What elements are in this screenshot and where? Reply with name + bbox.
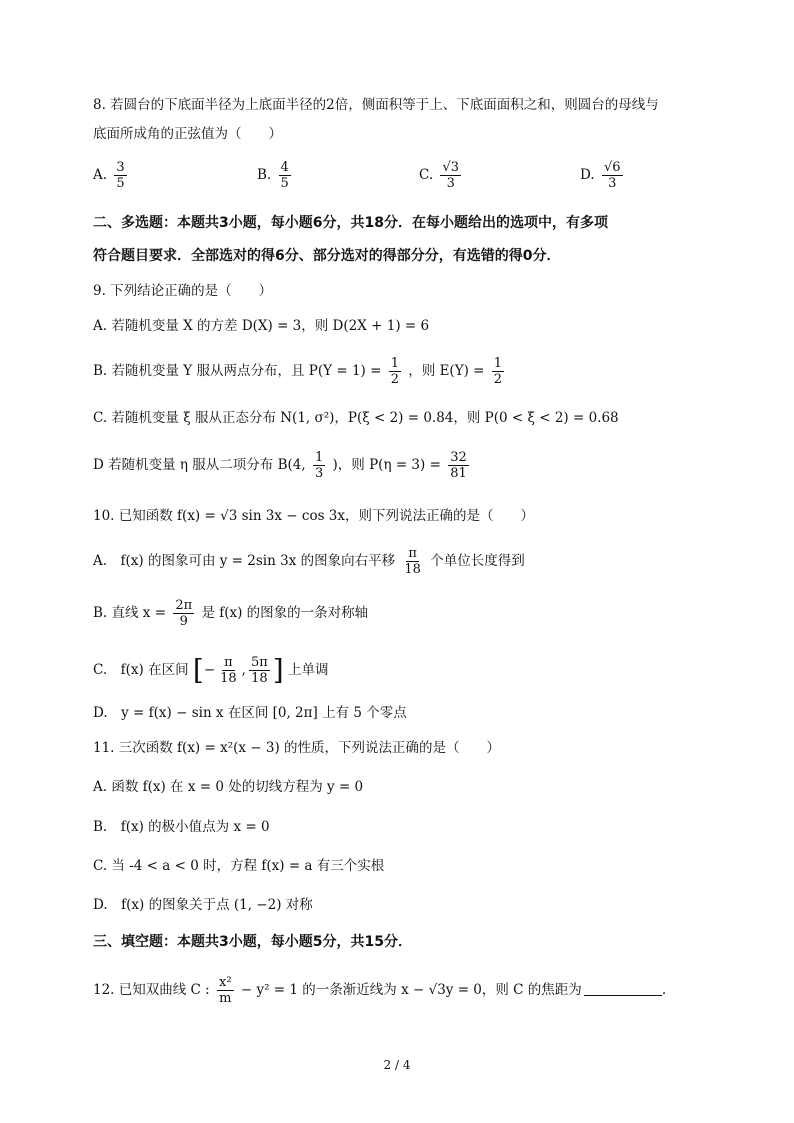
numerator: 1 xyxy=(493,356,503,371)
option-fraction xyxy=(279,160,291,191)
denominator: 9 xyxy=(179,614,188,629)
numerator: √6 xyxy=(603,160,621,175)
q10-option-c-tail: 上单调 xyxy=(288,662,329,678)
q11-stem: 11. 三次函数 f(x) = x²(x − 3) 的性质，下列说法正确的是（ ） xyxy=(93,740,501,756)
q9-stem: 9. 下列结论正确的是（ ） xyxy=(93,283,273,299)
numerator: x² xyxy=(219,975,232,990)
q9-d-fraction xyxy=(313,450,325,481)
q10-option-a-text: A. f(x) 的图象可由 y = 2sin 3x 的图象向右平移 xyxy=(93,553,396,569)
numerator: 2π xyxy=(175,598,193,613)
option-fraction xyxy=(602,160,623,191)
q10-stem: 10. 已知函数 f(x) = √3 sin 3x − cos 3x，则下列说法正确的是（ ） xyxy=(93,508,535,524)
answer-blank[interactable] xyxy=(584,981,662,996)
q8-stem-line2: 底面所成角的正弦值为（ ） xyxy=(93,126,282,142)
denominator: 5 xyxy=(280,176,289,191)
q9-b-fraction-1 xyxy=(389,356,401,387)
numerator: 4 xyxy=(280,160,289,175)
q8-option-c xyxy=(419,160,464,191)
denominator: 18 xyxy=(220,671,237,686)
denominator: 3 xyxy=(314,466,324,481)
q10-option-a-tail: 个单位长度得到 xyxy=(430,553,525,569)
q10-option-b-tail: 是 f(x) 的图象的一条对称轴 xyxy=(201,605,369,621)
page-number: 2 / 4 xyxy=(383,1058,411,1072)
q12-line xyxy=(93,975,666,1006)
q9-option-d xyxy=(93,450,472,481)
q10-option-b xyxy=(93,598,368,629)
numerator: π xyxy=(408,546,417,561)
denominator: 3 xyxy=(608,176,617,191)
denominator: 5 xyxy=(116,176,125,191)
denominator: 2 xyxy=(390,372,399,387)
option-fraction xyxy=(114,160,126,191)
q9-option-d-mid: )，则 P(η = 3) = xyxy=(332,457,441,473)
denominator: 81 xyxy=(450,466,467,481)
option-fraction xyxy=(440,160,461,191)
q10-option-a xyxy=(93,546,525,577)
numerator: 3 xyxy=(116,160,125,175)
q12-prefix: 12. 已知双曲线 C : xyxy=(93,982,210,998)
numerator: 32 xyxy=(450,450,467,465)
q11-option-a: A. 函数 f(x) 在 x = 0 处的切线方程为 y = 0 xyxy=(93,779,364,795)
q10-option-d: D. y = f(x) − sin x 在区间 [0, 2π] 上有 5 个零点 xyxy=(93,705,407,721)
q12-post: − y² = 1 的一条渐近线为 x − √3y = 0，则 C 的焦距为 xyxy=(240,982,582,998)
q11-option-d: D. f(x) 的图象关于点 (1, −2) 对称 xyxy=(93,897,313,913)
option-letter: D. xyxy=(580,167,595,183)
q10-c-fraction-1 xyxy=(218,655,239,686)
q11-option-c: C. 当 -4 < a < 0 时，方程 f(x) = a 有三个实根 xyxy=(93,858,385,874)
q10-option-c: C. f(x) 在区间 [− $\frac{\pi}{18}$ , $\frac{5\pi}{18}$ ] 上单调 xyxy=(93,653,329,687)
q10-option-b-text: B. 直线 x = xyxy=(93,605,167,621)
q12-fraction xyxy=(217,975,234,1006)
option-letter: C. xyxy=(419,167,434,183)
q10-c-fraction-2 xyxy=(249,655,270,686)
q8-option-d xyxy=(580,160,626,191)
denominator: 3 xyxy=(446,176,455,191)
q8-option-a xyxy=(93,160,130,191)
q9-option-d-text: D 若随机变量 η 服从二项分布 B(4, xyxy=(93,457,306,473)
q10-a-fraction xyxy=(402,546,423,577)
denominator: m xyxy=(219,991,232,1006)
numerator: π xyxy=(224,655,233,670)
q9-d-answer-fraction xyxy=(448,450,469,481)
q8-option-b xyxy=(257,160,294,191)
denominator: 18 xyxy=(404,562,421,577)
numerator: 1 xyxy=(390,356,399,371)
q9-b-fraction-2 xyxy=(492,356,504,387)
q10-b-fraction xyxy=(173,598,194,629)
numerator: √3 xyxy=(442,160,459,175)
numerator: 5π xyxy=(250,655,268,670)
q9-option-c: C. 若随机变量 ξ 服从正态分布 N(1, σ²)，P(ξ < 2) = 0.84，则 P(0 < ξ < 2) = 0.68 xyxy=(93,410,619,426)
q9-option-b-text: B. 若随机变量 Y 服从两点分布，且 P(Y = 1) = xyxy=(93,363,382,379)
option-letter: B. xyxy=(257,167,272,183)
left-bracket: [ xyxy=(192,653,204,687)
q10-option-c-text: C. f(x) 在区间 xyxy=(93,662,189,678)
denominator: 2 xyxy=(493,372,503,387)
q12-end: . xyxy=(661,982,667,998)
section-2-heading-line1: 二、多选题：本题共3小题，每小题6分，共18分．在每小题给出的选项中，有多项 xyxy=(93,215,608,231)
section-3-heading: 三、填空题：本题共3小题，每小题5分，共15分． xyxy=(93,934,412,950)
q9-option-a: A. 若随机变量 X 的方差 D(X) = 3，则 D(2X + 1) = 6 xyxy=(93,318,430,334)
q11-option-b: B. f(x) 的极小值点为 x = 0 xyxy=(93,819,270,835)
numerator: 1 xyxy=(314,450,324,465)
q8-stem-line1: 8. 若圆台的下底面半径为上底面半径的2倍，侧面积等于上、下底面面积之和，则圆台的母线与 xyxy=(93,97,659,113)
q9-option-b-mid: ，则 E(Y) = xyxy=(408,363,485,379)
option-letter: A. xyxy=(93,167,108,183)
section-2-heading-line2: 符合题目要求．全部选对的得6分、部分选对的得部分分，有选错的得0分． xyxy=(93,248,561,264)
right-bracket: ] xyxy=(272,653,284,687)
denominator: 18 xyxy=(251,671,268,686)
q9-option-b xyxy=(93,356,507,387)
